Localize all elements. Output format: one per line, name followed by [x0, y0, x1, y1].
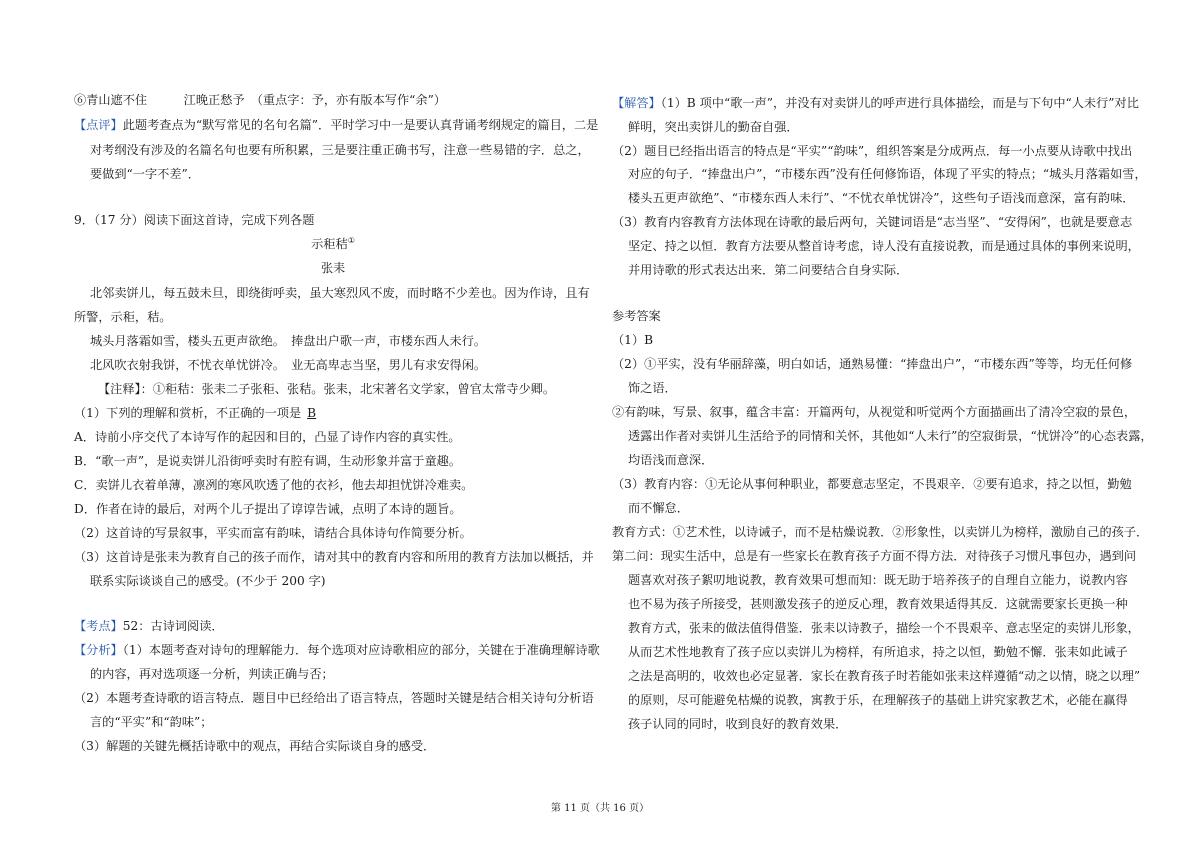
text-line: （2）本题考查诗歌的语言特点．题目中已经给出了语言特点，答题时关键是结合相关诗句分析语	[74, 691, 594, 705]
text-line: 之法是高明的，收效也必定显著．家长在教育孩子时若能如张耒这样遵循“动之以情，晓之以理”	[628, 669, 1141, 683]
dianping-label: 【点评】	[74, 118, 123, 132]
text-line: 的原则，尽可能避免枯燥的说教，寓教于乐，在理解孩子的基础上讲究家教艺术，必能在赢得	[628, 693, 1128, 707]
text-line: （2）题目已经指出语言的特点是“平实”“韵味”，组织答案是分成两点．每一小点要从诗歌中找出	[612, 144, 1133, 158]
text-line: 教育方式：①艺术性，以诗诫子，而不是枯燥说教．②形象性，以卖饼儿为榜样，激励自己的孩子．	[612, 525, 1149, 539]
annotation: 【注释】：①秬秸：张耒二子张秬、张秸。张耒，北宋著名文学家，曾官太常寺少卿。	[98, 382, 556, 396]
option-d: D．作者在诗的最后，对两个儿子提出了谆谆告诫，点明了本诗的题旨。	[74, 502, 462, 516]
text-line: （1）B	[612, 333, 654, 347]
text-line: 孩子认同的同时，收到良好的教育效果．	[628, 717, 848, 731]
text-line: （2）①平实，没有华丽辞藻，明白如话，通熟易懂：“捧盘出户”，“市楼东西”等等，均无任何修	[612, 357, 1133, 371]
text-line: 联系实际谈谈自己的感受。(不少于 200 字)	[90, 574, 326, 588]
question-item: （3）这首诗是张耒为教育自己的孩子而作，请对其中的教育内容和所用的教育方法加以概括，并	[74, 550, 594, 564]
text-line: 的内容，再对选项逐一分析，判读正确与否；	[90, 667, 334, 681]
option-a: A．诗前小序交代了本诗写作的起因和目的，凸显了诗作内容的真实性。	[74, 430, 461, 444]
poem-line: 城头月落霜如雪，楼头五更声欲绝。 捧盘出户歌一声，市楼东西人未行。	[90, 334, 487, 348]
text-line: 对应的句子．“捧盘出户”，“市楼东西”没有任何修饰语，体现了平实的特点；“城头月落霜如雪，	[628, 167, 1147, 181]
text-line: 要做到“一字不差”．	[90, 167, 200, 181]
poem-line: 北风吹衣射我饼，不忧衣单忧饼冷。 业无高卑志当坚，男儿有求安得闲。	[90, 358, 487, 372]
text-line: 第二问：现实生活中，总是有一些家长在教育孩子方面不得方法．对待孩子习惯凡事包办，遇到问	[612, 549, 1137, 563]
poem-title: 示秬秸①	[311, 235, 355, 251]
page-footer: 第 11 页（共 16 页）	[550, 803, 650, 814]
text-line: 而不懈怠．	[628, 501, 689, 515]
text-line: 楼头五更声欲绝”、“市楼东西人未行”、“不忧衣单忧饼冷”，这些句子语浅而意深，富有韵味．	[628, 191, 1135, 205]
text-line: 言的“平实”和“韵味”；	[90, 715, 213, 729]
question-item: （2）这首诗的写景叙事，平实而富有韵味，请结合具体诗句作简要分析。	[74, 526, 472, 540]
text-line: 坚定、持之以恒．教育方法要从整首诗考虑，诗人没有直接说教，而是通过具体的事例来说明，	[628, 239, 1140, 253]
question-heading: 9．（17 分）阅读下面这首诗，完成下列各题	[74, 213, 315, 227]
text-line: 教育方式，张耒的做法值得借鉴．张耒以诗教子，描绘一个不畏艰辛、意志坚定的卖饼儿形象，	[628, 621, 1140, 635]
text-line: 【分析】（1）本题考查对诗句的理解能力．每个选项对应诗歌相应的部分，关键在于准确理解诗歌	[74, 643, 600, 657]
text-line: 【考点】52：古诗词阅读．	[74, 619, 224, 633]
text-line: 透露出作者对卖饼儿生活给予的同情和关怀，其他如“人未行”的空寂街景，“忧饼冷”的心态表露，	[628, 429, 1153, 443]
answer-heading: 参考答案	[612, 309, 661, 323]
text-line: 题喜欢对孩子絮叨地说教，教育效果可想而知：既无助于培养孩子的自理自立能力，说教内容	[628, 573, 1128, 587]
text-line: 均语浅而意深．	[628, 453, 714, 467]
answer-blank: B	[307, 406, 317, 420]
text-line: 饰之语．	[628, 381, 677, 395]
text-line: （3）解题的关键先概括诗歌中的观点，再结合实际谈自身的感受．	[74, 739, 436, 753]
text-line: 并用诗歌的形式表达出来．第二问要结合自身实际．	[628, 263, 909, 277]
text-line: 【解答】（1）B 项中“歌一声”，并没有对卖饼儿的呼声进行具体描绘，而是与下句中“人未行”对比	[612, 96, 1139, 110]
text-line: 鲜明，突出卖饼儿的勤奋自强．	[628, 120, 799, 134]
poem-author: 张耒	[320, 261, 346, 275]
text-line: 从而艺术性地教育了孩子应以卖饼儿为榜样，有所追求，持之以恒，勤勉不懈．张耒如此诫子	[628, 645, 1128, 659]
text-line: 对考纲没有涉及的名篇名句也要有所积累，三是要注重正确书写，注意一些易错的字．总之，	[90, 143, 590, 157]
kaodian-label: 【考点】	[74, 619, 123, 633]
fenxi-label: 【分析】	[74, 643, 123, 657]
text-line: （3）教育内容：①无论从事何种职业，都要意志坚定，不畏艰辛．②要有追求，持之以恒，勤勉	[612, 477, 1132, 491]
question-item: （1）下列的理解和赏析，不正确的一项是 B	[74, 405, 322, 421]
jieda-label: 【解答】	[612, 96, 661, 110]
text-line: ②有韵味，写景、叙事，蕴含丰富：开篇两句，从视觉和听觉两个方面描画出了清冷空寂的景色，	[612, 405, 1137, 419]
text-line: 北邻卖饼儿，每五鼓未旦，即绕街呼卖，虽大寒烈风不废，而时略不少差也。因为作诗，且有	[90, 286, 590, 300]
option-c: C．卖饼儿衣着单薄，凛冽的寒风吹透了他的衣衫，他去却担忧饼冷难卖。	[74, 478, 474, 492]
text-line: ⑥青山遮不住 江晚正愁予 （重点字：予，亦有版本写作“余”）	[74, 93, 446, 107]
text-line: 【点评】此题考查点为“默写常见的名句名篇”．平时学习中一是要认真背诵考纲规定的篇目，二是	[74, 118, 599, 132]
text-line: （3）教育内容教育方法体现在诗歌的最后两句，关键词语是“志当坚”、“安得闲”，也就是要意志	[612, 215, 1133, 229]
option-b: B．“歌一声”，是说卖饼儿沿街呼卖时有腔有调，生动形象并富于童趣。	[74, 454, 462, 468]
text-line: 也不易为孩子所接受，甚则激发孩子的逆反心理，教育效果适得其反．这就需要家长更换一种	[628, 597, 1128, 611]
text-line: 所警，示秬，秸。	[74, 310, 172, 324]
